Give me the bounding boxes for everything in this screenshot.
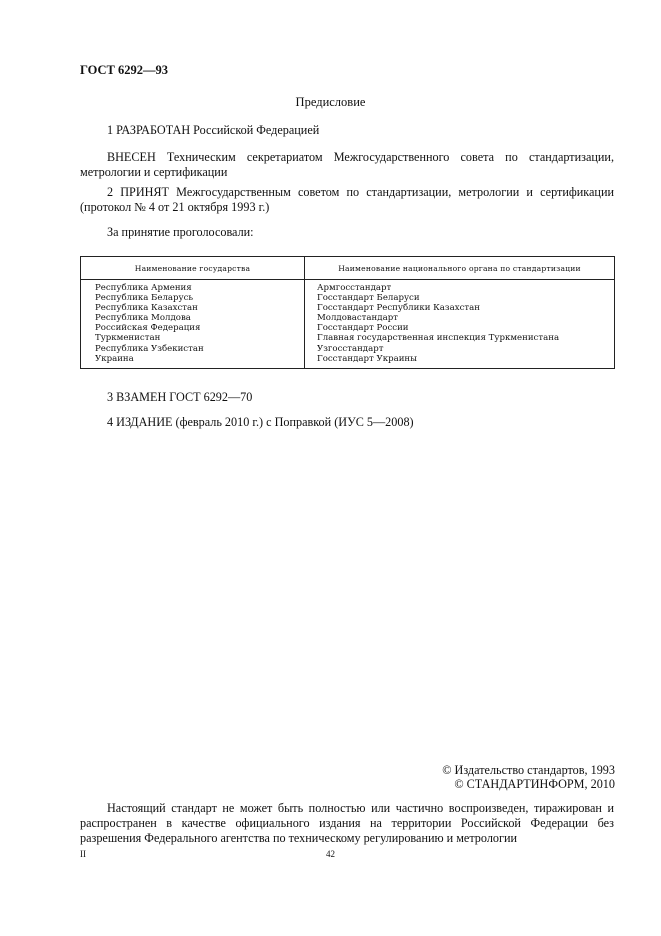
- column-header-state: Наименование государства: [81, 257, 305, 280]
- copyright-publisher-1993: © Издательство стандартов, 1993: [442, 763, 615, 777]
- paragraph-edition: 4 ИЗДАНИЕ (февраль 2010 г.) с Поправкой (ИУС 5—2008): [107, 415, 414, 429]
- standards-body-name: Главная государственная инспекция Туркменистана: [317, 333, 560, 344]
- paragraph-adopted: 2 ПРИНЯТ Межгосударственным советом по стандартизации, метрологии и сертификации (протокол № 4 от 21 октября 1993 г.): [80, 185, 614, 214]
- bodies-cell: [305, 280, 615, 369]
- page-title: Предисловие: [295, 95, 366, 109]
- paragraph-voted: За принятие проголосовали:: [107, 225, 254, 239]
- state-name: Республика Узбекистан: [95, 343, 204, 354]
- standards-body-name: Армгосстандарт: [317, 283, 392, 293]
- paragraph-developed: 1 РАЗРАБОТАН Российской Федерацией: [107, 123, 320, 137]
- paragraph-introduced: ВНЕСЕН Техническим секретариатом Межгосударственного совета по стандартизации, метрологии и сертификации: [80, 150, 614, 179]
- standards-body-name: Госстандарт Республики Казахстан: [317, 303, 481, 314]
- standards-body-name: Госстандарт Украины: [317, 353, 417, 364]
- state-name: Украина: [95, 353, 134, 364]
- table-header-row: [81, 257, 615, 280]
- state-name: Республика Армения: [95, 283, 192, 293]
- voting-table: [80, 256, 615, 369]
- state-name: Республика Молдова: [95, 313, 191, 324]
- state-name: Республика Беларусь: [95, 293, 194, 304]
- column-header-body: Наименование национального органа по стандартизации: [305, 257, 615, 280]
- standards-body-name: Госстандарт России: [317, 323, 409, 334]
- paragraph-replaces: 3 ВЗАМЕН ГОСТ 6292—70: [107, 390, 253, 404]
- standards-body-name: Молдовастандарт: [317, 313, 398, 324]
- roman-page-number: II: [80, 849, 86, 859]
- standards-body-name: Госстандарт Беларуси: [317, 293, 420, 304]
- standards-body-name: Узгосстандарт: [317, 343, 384, 354]
- state-name: Республика Казахстан: [95, 303, 198, 314]
- table-row: [81, 280, 615, 369]
- page-number: 42: [326, 849, 335, 859]
- states-cell: [81, 280, 305, 369]
- reproduction-notice: Настоящий стандарт не может быть полностью или частично воспроизведен, тиражирован и распространен в качестве официального издания на территории Российской Федерации без разрешения Федерального агентства по техническому регулированию и метрологии: [80, 801, 614, 845]
- copyright-standartinform-2010: © СТАНДАРТИНФОРМ, 2010: [454, 777, 615, 791]
- state-name: Туркменистан: [95, 333, 161, 344]
- standard-designation: ГОСТ 6292—93: [80, 63, 169, 77]
- state-name: Российская Федерация: [95, 323, 201, 334]
